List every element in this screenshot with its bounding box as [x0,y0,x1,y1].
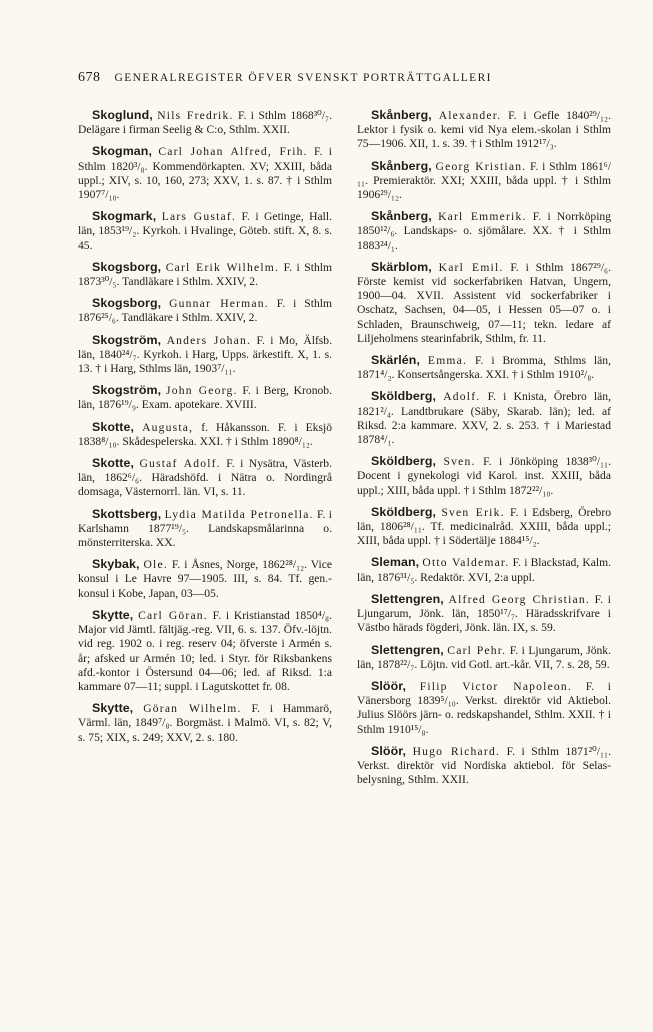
entry-given-name: Otto Valdemar. [422,556,510,570]
entry-text: F. i Mo, Älfsb. län, 1840²⁴/₇. Kyrkoh. i Harg, Upps. ärkestift. X, 1. s. 13. † i Harg, Sthlms län, 1903⁷/₁₁. [78,333,333,376]
entry-given-name: Karl Emil. [438,260,504,274]
entry-text: F. i Sthlm 1876²⁵/₆. Tandläkare i Sthlm. XXIV, 2. [78,297,332,325]
entry-text: F. i Jönköping 1838³⁰/₁₁. Docent i gynekologi vid Karol. inst. XXIII, båda uppl.; XIII, båda uppl. † i Sthlm 1872²²/₁₀. [357,455,611,497]
entry-surname: Sköldberg, [371,454,437,469]
register-entry [78,456,332,500]
entry-text: F. i Sthlm 1873³⁰/₅. Tandläkare i Sthlm. XXIV, 2. [78,260,332,289]
entry-given-name: John Georg. [165,384,238,398]
entry-text: F. i Sthlm 1820³/₈. Kommendörkapten. XV; XXIII, båda uppl.; XIV, s. 10, 160, 273; XXV, 1. s. 87. † i Sthlm 1907⁷/₁₀. [78,145,332,202]
entry-text: F. i Sthlm 1871²⁰/₁₁. Verkst. direktör vid Nordiska aktiebol. för Selas-belysning, Sthlm. XXII. [357,744,611,787]
entry-surname: Skärlén, [371,353,421,368]
entry-text: F. i Getinge, Hall. län, 1853¹⁹/₂. Kyrkoh. i Hvalinge, Göteb. stift. X, 8. s. 45. [78,210,332,252]
entry-text: F. i Vänersborg 1839⁵/₁₀. Verkst. direktör vid Aktiebol. Julius Slöörs järn- o. redskapshandel, Sthlm. XXII. † i Sthlm 1910¹⁵/₈. [357,679,612,736]
register-entry [357,555,611,584]
entry-given-name: Gunnar Herman. [169,297,269,311]
left-column [78,108,332,752]
entry-surname: Skogmark, [92,209,157,224]
entry-given-name: Sven. [443,455,476,469]
entry-surname: Skärblom, [371,259,432,274]
entry-surname: Skytte, [92,607,134,622]
entry-given-name: Georg Kristian. [435,159,527,173]
entry-surname: Sleman, [371,555,420,570]
entry-surname: Slettengren, [371,591,444,606]
entry-given-name: Göran Wilhelm. [143,702,242,716]
entry-text: F. i Hammarö, Värml. län, 1849⁷/₈. Borgmäst. i Malmö. VI, s. 82; V, s. 75; XIX, s. 249; XXV, 2. s. 180. [78,702,332,744]
entry-text: F. i Knista, Örebro län, 1821²/₄. Landtbrukare (Säby, Skarab. län); led. af Riksd. 2:a kammare. XXV, 2. s. 253. † i Mariestad 1878⁴/₁. [357,390,611,447]
register-entry [357,260,611,346]
entry-text: F. i Ljungarum, Jönk. län, 1850¹⁷/₇. Häradsskrifvare i Västbo härads fögderi, Jönk. län. IX, s. 59. [357,592,611,635]
entry-surname: Skogström, [92,332,162,347]
entry-surname: Skogström, [92,383,162,398]
page-number: 678 [78,70,101,85]
register-entry [357,744,611,788]
entry-given-name: Sven Erik. [441,505,505,519]
entry-surname: Slöör, [371,743,407,758]
register-entry [357,679,611,737]
entry-surname: Skotte, [92,456,135,471]
entry-surname: Skotte, [92,419,135,434]
entry-given-name: Carl Johan Alfred, Frih. [158,145,308,159]
entry-text: F. i Sthlm 1867²⁹/₆. Förste kemist vid sockerfabriken Hatvan, Ungern, 1900—04. XVII. Assistent vid sockerfabriker i Oschatz, Sachsen, 04—05, i Hessen 05—07 o. i Schladen, Braunschweig, 07—11; tekn. ledare af Liljeholmens stearinfabrik, Sthlm, fr. 11. [357,260,611,345]
entry-given-name: Anders Johan. [166,333,252,347]
entry-surname: Skogsborg, [92,259,162,274]
register-entry [357,159,611,203]
register-entry [78,260,332,289]
entry-surname: Skytte, [92,701,134,716]
entry-surname: Skybak, [92,557,140,572]
entry-surname: Skottsberg, [92,506,162,521]
register-entry [78,333,332,377]
entry-surname: Slettengren, [371,642,444,657]
entry-given-name: Lydia Matilda Petronella. [164,507,314,521]
entry-text: F. i Edsberg, Örebro län, 1806²⁸/₁₁. Tf. medicinalråd. XXIII, båda uppl.; XIII, båda uppl. † i Södertälje 1884¹⁵/₂. [357,505,611,548]
entry-text: F. i Åsnes, Norge, 1862²⁸/₁₂. Vice konsul i Le Havre 97—1905. III, s. 84. Tf. gen.-konsul i Kobe, Japan, 03—05. [78,558,332,600]
entry-text: F. i Gefle 1840²⁹/₁₂. Lektor i fysik o. kemi vid Nya elem.-skolan i Sthlm 75—1906. XII, 1. s. 39. † i Sthlm 1912¹⁷/₃. [357,109,611,151]
register-entry [357,592,611,636]
entry-given-name: Carl Göran. [138,608,208,622]
entry-given-name: Carl Pehr. [447,643,507,657]
register-entry [78,420,332,449]
register-entry [78,383,332,412]
entry-given-name: Nils Fredrik. [157,109,234,122]
entry-given-name: Carl Erik Wilhelm. [165,260,280,274]
register-entry [357,505,611,549]
entry-text: F. i Norrköping 1850¹²/₆. Landskaps- o. sjömålare. XX. † i Sthlm 1883²⁴/₁. [357,210,612,252]
entry-given-name: Adolf. [443,390,481,404]
entry-given-name: Alfred Georg Christian. [448,592,590,606]
register-entry [357,389,611,447]
running-title: GENERALREGISTER ÖFVER SVENSKT PORTRÄTTGALLERI [114,72,492,84]
register-entry [357,454,611,498]
entry-text: F. i Ljungarum, Jönk. län, 1878²²/₇. Löjtn. vid Gotl. art.-kår. VII, 7. s. 28, 59. [357,643,612,671]
entry-given-name: Alexander. [438,109,502,122]
entry-surname: Sköldberg, [371,389,437,404]
entry-text: F. i Kristianstad 1850⁴/₈. Major vid Jämtl. fältjäg.-reg. VII, 6. s. 137. Öfv.-löjtn. vid reg. 1902 o. i reg. reserv 04; öfverste i Armén s. år; afsked ur Armén 10; led. i Styr. för Riksbankens afd.-kontor i Östersund 04—06; led. af Riksd. 1:a kammare 07—11; suppl. i Lagutskottet fr. 08. [78,608,332,693]
entry-given-name: Augusta, [142,420,194,434]
entry-given-name: Gustaf Adolf. [139,457,221,471]
entry-surname: Slöör, [371,678,407,693]
entry-given-name: Hugo Richard. [412,744,501,758]
register-entry [78,296,332,325]
entry-text: F. i Nysätra, Västerb. län, 1862⁶/₆. Häradshöfd. i Nätra o. Nordingrå domsaga, Västernorrl. län. VI, s. 11. [78,457,332,499]
entry-given-name: Emma. [427,354,468,368]
entry-given-name: Ole. [143,558,168,572]
entry-text: F. i Bromma, Sthlms län, 1871⁴/₂. Konsertsångerska. XXI. † i Sthlm 1910²/₈. [357,354,611,382]
register-entry [78,557,332,601]
entry-surname: Sköldberg, [371,504,437,519]
register-entry [78,507,332,551]
entry-surname: Skoglund, [92,108,153,122]
entry-surname: Skogman, [92,144,153,159]
entry-given-name: Karl Emmerik. [438,210,527,224]
register-entry [357,209,611,253]
register-entry [78,144,332,202]
right-column [357,108,611,794]
register-entry [357,108,611,152]
entry-given-name: Filip Victor Napoleon. [419,679,573,693]
entry-text: F. i Sthlm 1861⁶/₁₁. Premieraktör. XXI; XXIII, båda uppl. † i Sthlm 1906²⁹/₁₂. [357,159,611,202]
page-header [78,70,606,86]
entry-text: F. i Karlshamn 1877¹⁹/₅. Landskapsmålarinna o. mönsterriterska. XX. [78,507,332,550]
entry-surname: Skånberg, [371,158,432,173]
entry-text: f. Håkansson. F. i Eksjö 1838⁸/₁₀. Skådespelerska. XXI. † i Sthlm 1890⁸/₁₂. [78,420,332,448]
entry-given-name: Lars Gustaf. [161,210,237,224]
register-entry [78,701,332,745]
entry-text: F. i Berg, Kronob. län, 1876¹⁹/₉. Exam. apotekare. XVIII. [78,384,332,412]
register-entry [78,108,332,137]
entry-surname: Skogsborg, [92,296,162,311]
entry-surname: Skånberg, [371,209,432,224]
register-entry [78,608,332,694]
entry-text: F. i Blackstad, Kalm. län, 1876³¹/₅. Redaktör. XVI, 2:a uppl. [357,556,612,584]
entry-text: F. i Sthlm 1868³⁰/₇. Delägare i firman Seelig & C:o, Sthlm. XXII. [78,109,332,137]
entry-surname: Skånberg, [371,108,432,122]
register-entry [357,353,611,382]
register-entry [78,209,332,253]
register-entry [357,643,611,672]
